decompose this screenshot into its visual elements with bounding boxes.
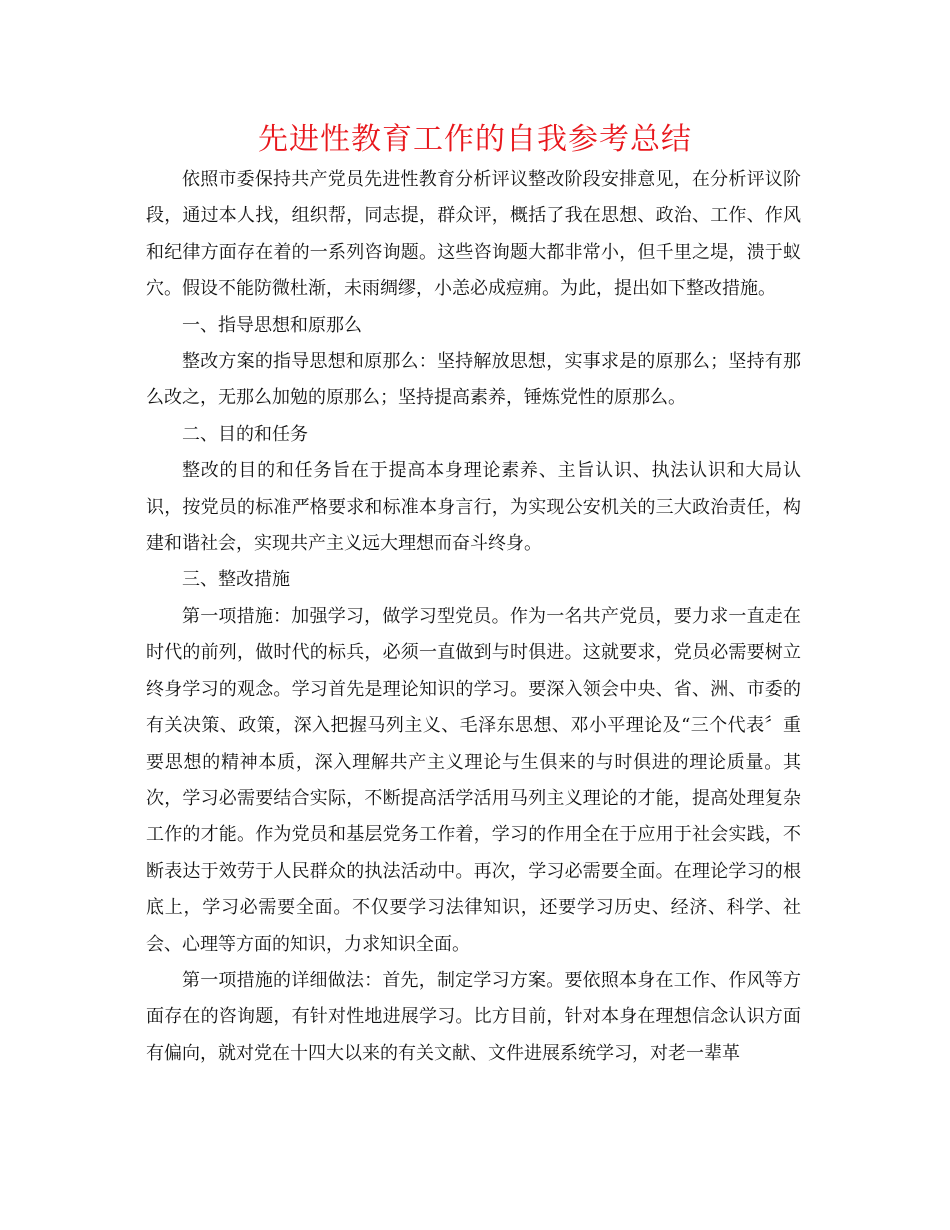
- document-body: [146, 162, 801, 1072]
- measure-one-details-paragraph: 第一项措施的详细做法：首先，制定学习方案。要依照本身在工作、作风等方面存在的咨询题，有针对性地进展学习。比方目前，针对本身在理想信念认识方面有偏向，就对党在十四大以来的有关文献、文件进展系统学习，对老一辈革: [146, 969, 801, 1064]
- document-title: 先进性教育工作的自我参考总结: [258, 122, 692, 157]
- section-heading-measures: 三、整改措施: [182, 569, 290, 591]
- goals-paragraph: 整改的目的和任务旨在于提高本身理论素养、主旨认识、执法认识和大局认识，按党员的标准严格要求和标准本身言行，为实现公安机关的三大政治责任，构建和谐社会，实现共产主义远大理想而奋斗终身。: [146, 460, 801, 555]
- intro-paragraph: 依照市委保持共产党员先进性教育分析评议整改阶段安排意见，在分析评议阶段，通过本人找，组织帮，同志提，群众评，概括了我在思想、政治、工作、作风和纪律方面存在着的一系列咨询题。这些咨询题大都非常小，但千里之堤，溃于蚁穴。假设不能防微杜渐，未雨绸缪，小恙必成痘痈。为此，提出如下整改措施。: [146, 169, 801, 300]
- guiding-principles-paragraph: 整改方案的指导思想和原那么：坚持解放思想，实事求是的原那么；坚持有那么改之，无那么加勉的原那么；坚持提高素养，锤炼党性的原那么。: [146, 351, 801, 409]
- section-heading-goals: 二、目的和任务: [182, 423, 308, 445]
- measure-one-paragraph: 第一项措施：加强学习，做学习型党员。作为一名共产党员，要力求一直走在时代的前列，做时代的标兵，必须一直做到与时俱进。这就要求，党员必需要树立终身学习的观念。学习首先是理论知识的学习。要深入领会中央、省、洲、市委的有关决策、政策，深入把握马列主义、毛泽东思想、邓小平理论及“三个代表〞重要思想的精神本质，深入理解共产主义理论与生俱来的与时俱进的理论质量。其次，学习必需要结合实际，不断提高活学活用马列主义理论的才能，提高处理复杂工作的才能。作为党员和基层党务工作着，学习的作用全在于应用于社会实践，不断表达于效劳于人民群众的执法活动中。再次，学习必需要全面。在理论学习的根底上，学习必需要全面。不仅要学习法律知识，还要学习历史、经济、科学、社会、心理等方面的知识，力求知识全面。: [146, 605, 801, 955]
- section-heading-guiding-principles: 一、指导思想和原那么: [182, 314, 362, 336]
